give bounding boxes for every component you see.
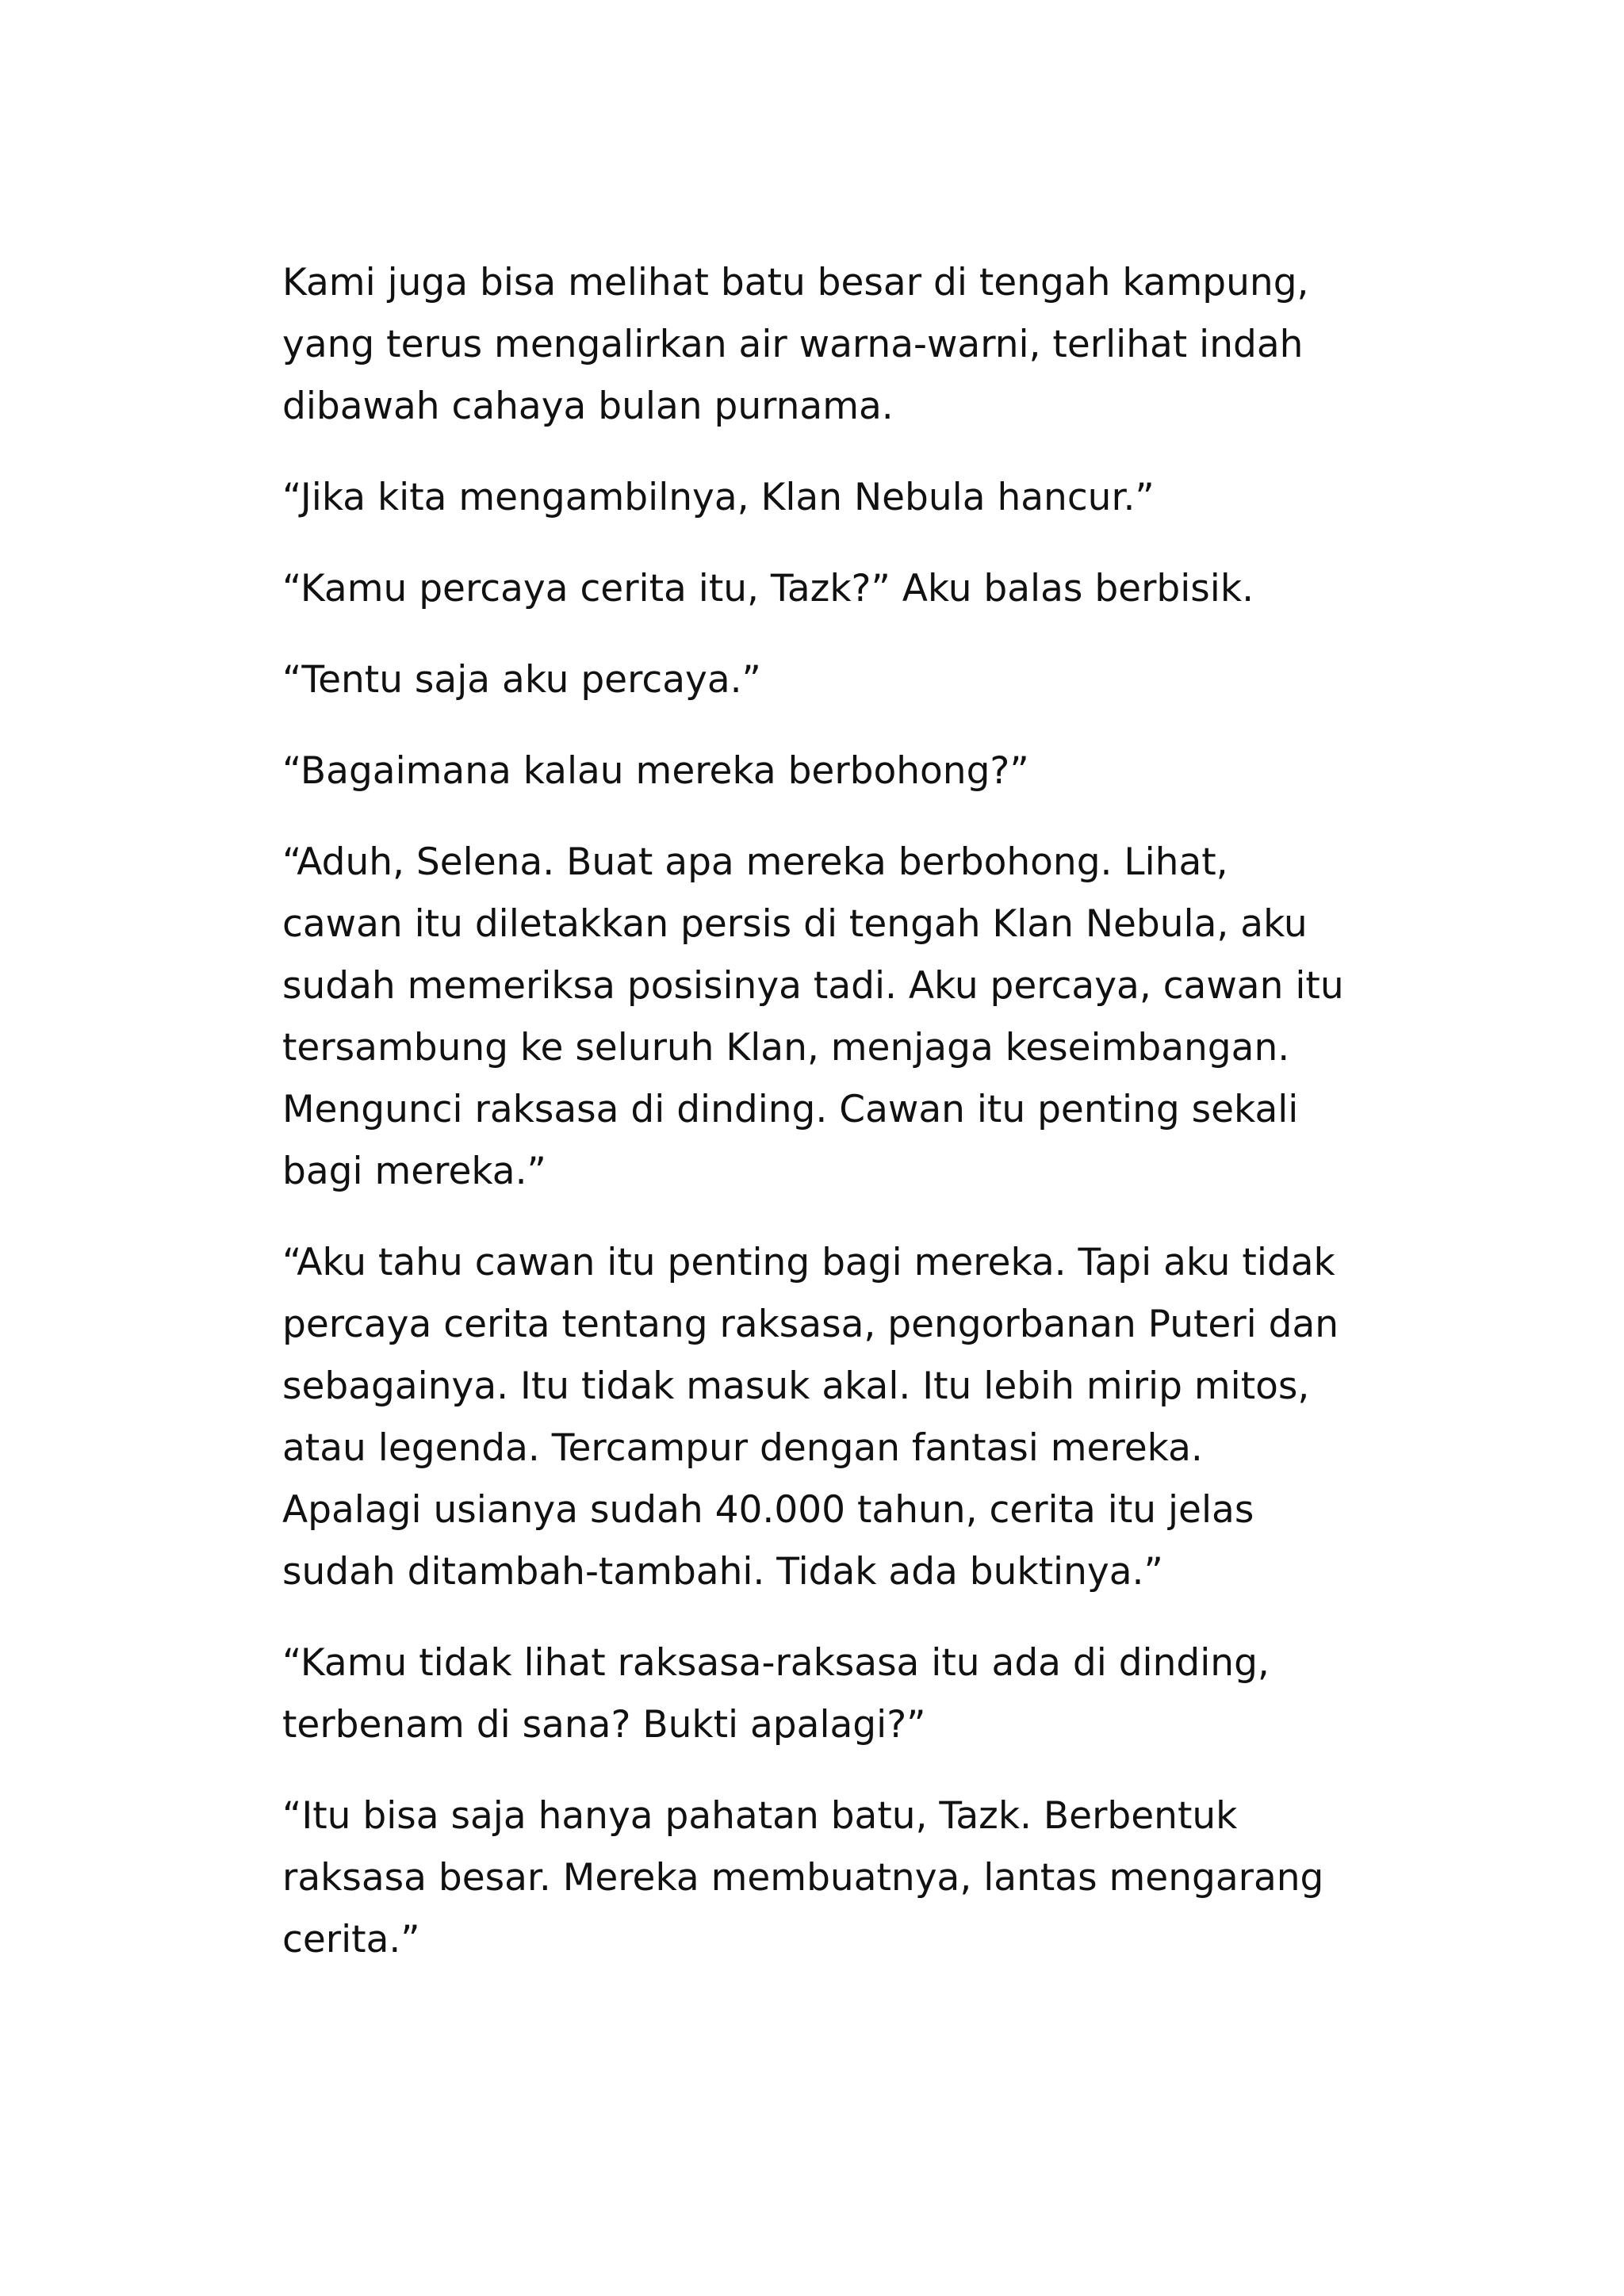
- text-line: dibawah cahaya bulan purnama.: [282, 385, 894, 428]
- text-line: atau legenda. Tercampur dengan fantasi mereka.: [282, 1426, 1203, 1470]
- text-line: sebagainya. Itu tidak masuk akal. Itu lebih mirip mitos,: [282, 1364, 1310, 1408]
- text-line: Kami juga bisa melihat batu besar di tengah kampung,: [282, 261, 1309, 304]
- paragraph-3: [282, 558, 1392, 620]
- paragraph-5: [282, 740, 1392, 802]
- paragraph-8: [282, 1632, 1392, 1756]
- text-line: sudah ditambah-tambahi. Tidak ada buktinya.”: [282, 1550, 1163, 1594]
- text-line: “Aduh, Selena. Buat apa mereka berbohong. Lihat,: [282, 840, 1228, 884]
- paragraph-4: [282, 649, 1392, 711]
- text-line: “Bagaimana kalau mereka berbohong?”: [282, 749, 1029, 793]
- text-line: “Itu bisa saja hanya pahatan batu, Tazk. Berbentuk: [282, 1794, 1238, 1838]
- text-line: “Tentu saja aku percaya.”: [282, 658, 761, 702]
- text-line: percaya cerita tentang raksasa, pengorbanan Puteri dan: [282, 1303, 1339, 1346]
- text-line: cawan itu diletakkan persis di tengah Klan Nebula, aku: [282, 902, 1308, 946]
- text-line: yang terus mengalirkan air warna-warni, terlihat indah: [282, 323, 1304, 366]
- text-line: bagi mereka.”: [282, 1150, 546, 1193]
- text-line: “Aku tahu cawan itu penting bagi mereka. Tapi aku tidak: [282, 1241, 1335, 1284]
- text-line: terbenam di sana? Bukti apalagi?”: [282, 1703, 926, 1747]
- text-line: “Jika kita mengambilnya, Klan Nebula hancur.”: [282, 476, 1155, 519]
- body-text: [282, 252, 1392, 2000]
- paragraph-7: [282, 1232, 1392, 1603]
- text-line: raksasa besar. Mereka membuatnya, lantas mengarang: [282, 1856, 1324, 1900]
- text-line: cerita.”: [282, 1918, 420, 1961]
- text-line: tersambung ke seluruh Klan, menjaga keseimbangan.: [282, 1026, 1290, 1070]
- paragraph-1: [282, 252, 1392, 438]
- text-line: sudah memeriksa posisinya tadi. Aku percaya, cawan itu: [282, 964, 1344, 1008]
- text-line: Apalagi usianya sudah 40.000 tahun, cerita itu jelas: [282, 1488, 1254, 1532]
- text-line: “Kamu tidak lihat raksasa-raksasa itu ada di dinding,: [282, 1641, 1270, 1685]
- text-line: Mengunci raksasa di dinding. Cawan itu penting sekali: [282, 1088, 1299, 1131]
- paragraph-6: [282, 832, 1392, 1203]
- paragraph-2: [282, 467, 1392, 529]
- text-line: “Kamu percaya cerita itu, Tazk?” Aku balas berbisik.: [282, 567, 1254, 610]
- paragraph-9: [282, 1785, 1392, 1971]
